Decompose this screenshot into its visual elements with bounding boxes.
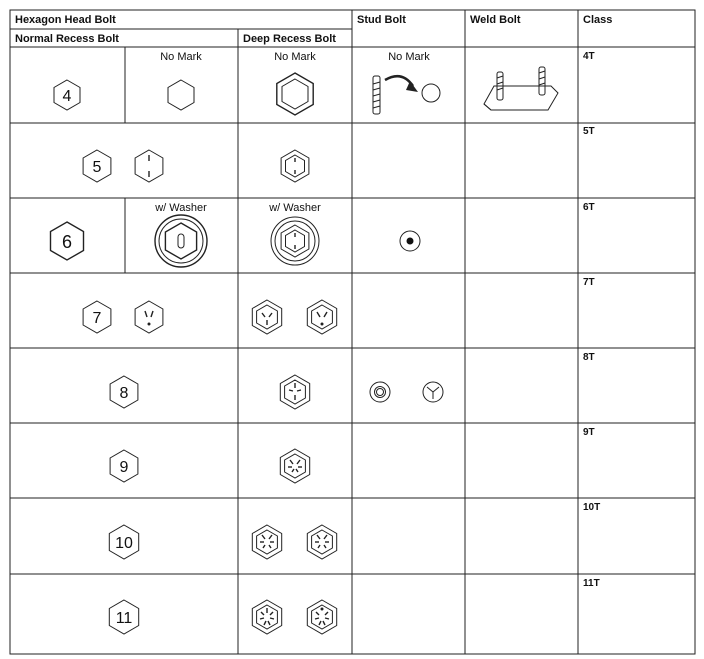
class-label-7t: 7T [583, 277, 595, 288]
washer-bolt-one-line-icon [155, 215, 207, 267]
numbered-bolt-4-icon [54, 80, 80, 110]
note-with-washer-deep: w/ Washer [269, 202, 321, 214]
deep-recess-two-line-mark-icon [281, 150, 309, 182]
note-with-washer-normal: w/ Washer [155, 202, 207, 214]
deep-recess-five-mark-icon [280, 449, 309, 483]
note-no-mark-stud: No Mark [388, 51, 430, 63]
class-label-8t: 8T [583, 352, 595, 363]
header-hexagon-head-bolt: Hexagon Head Bolt [15, 14, 116, 26]
class-label-10t: 10T [583, 502, 601, 513]
deep-recess-plain-hexagon-icon [277, 73, 313, 115]
numbered-bolt-6-icon [51, 222, 84, 260]
weld-bolt-icon [484, 67, 558, 110]
class-label-6t: 6T [583, 202, 595, 213]
deep-recess-seven-mark-icon-b [307, 600, 336, 634]
numbered-bolt-9-icon [110, 450, 138, 482]
svg-text:4: 4 [62, 88, 72, 105]
header-deep-recess-bolt: Deep Recess Bolt [243, 33, 336, 45]
numbered-bolt-7-icon [83, 301, 111, 333]
svg-text:10: 10 [115, 535, 133, 552]
deep-recess-six-mark-icon-b [307, 525, 336, 559]
stud-bolt-dot-mark-icon [400, 231, 420, 251]
header-weld-bolt: Weld Bolt [470, 14, 521, 26]
table-grid [10, 10, 695, 654]
numbered-bolt-11-icon [109, 600, 138, 634]
numbered-bolt-10-icon [109, 525, 138, 559]
header-normal-recess-bolt: Normal Recess Bolt [15, 33, 119, 45]
deep-recess-four-mark-icon [280, 375, 309, 409]
header-class: Class [583, 14, 613, 26]
svg-text:8: 8 [119, 385, 129, 402]
deep-recess-three-mark-icon-b [307, 300, 336, 334]
svg-text:11: 11 [115, 610, 133, 627]
numbered-bolt-8-icon [110, 376, 138, 408]
three-mark-bolt-icon [135, 301, 163, 333]
svg-text:5: 5 [92, 159, 102, 176]
two-line-mark-bolt-icon [135, 150, 163, 182]
note-no-mark-deep: No Mark [274, 51, 316, 63]
note-no-mark-normal: No Mark [160, 51, 202, 63]
numbered-bolt-5-icon [83, 150, 111, 182]
class-label-11t: 11T [583, 578, 600, 589]
deep-recess-six-mark-icon-a [252, 525, 281, 559]
stud-bolt-y-mark-icon [423, 382, 443, 402]
svg-text:9: 9 [119, 459, 129, 476]
stud-bolt-double-circle-icon [370, 382, 390, 402]
deep-recess-washer-bolt-icon [271, 217, 319, 265]
svg-text:7: 7 [92, 310, 102, 327]
deep-recess-seven-mark-icon-a [252, 600, 281, 634]
plain-hexagon-bolt-icon [168, 80, 194, 110]
class-label-4t: 4T [583, 51, 595, 62]
deep-recess-three-mark-icon-a [252, 300, 281, 334]
class-label-9t: 9T [583, 427, 595, 438]
stud-bolt-no-mark-icon [373, 76, 440, 114]
svg-text:6: 6 [61, 232, 73, 252]
header-stud-bolt: Stud Bolt [357, 14, 406, 26]
class-label-5t: 5T [583, 126, 595, 137]
